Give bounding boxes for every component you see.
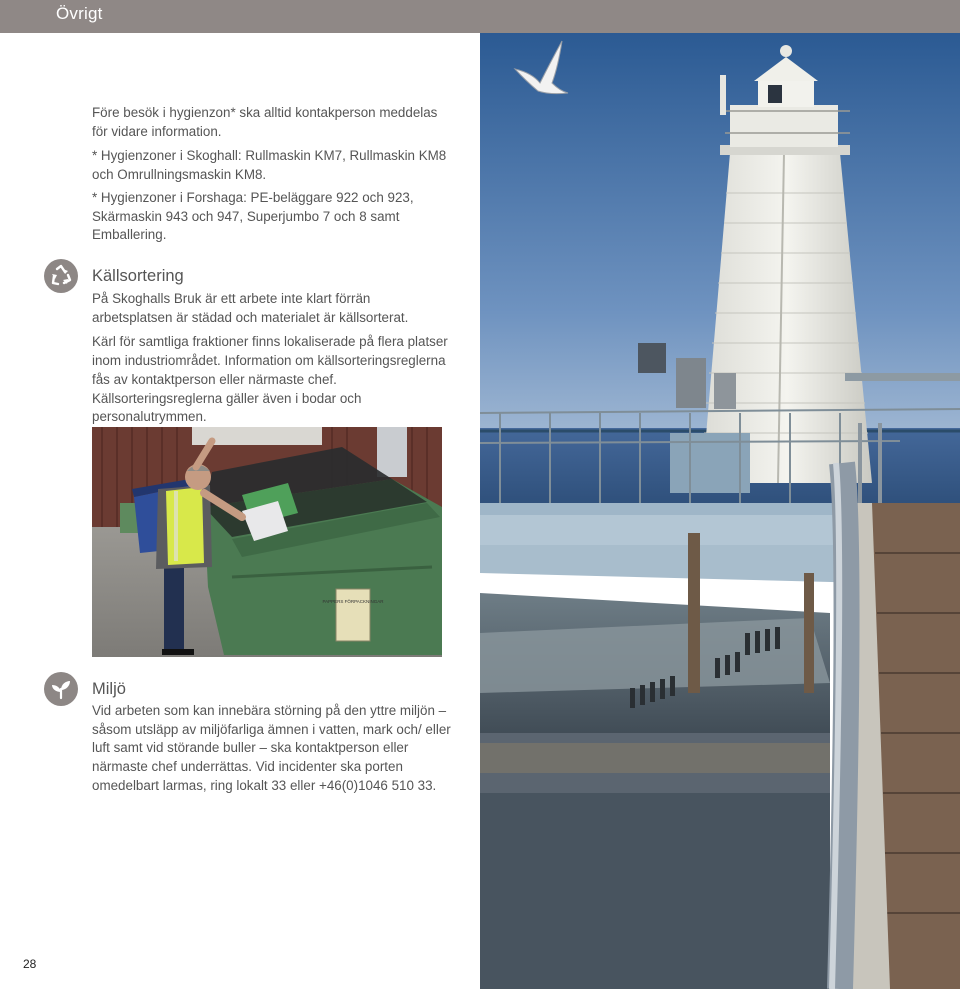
kallsortering-paragraph: På Skoghalls Bruk är ett arbete inte klart förrän arbetsplatsen är städad och materialet är källsorterat.	[92, 291, 409, 325]
intro-paragraph: * Hygienzoner i Skoghall: Rullmaskin KM7, Rullmaskin KM8 och Omrullningsmaskin KM8.	[92, 148, 447, 183]
intro-paragraph: * Hygienzoner i Forshaga: PE-beläggare 922 och 923, Skärmaskin 943 och 947, Superjumbo 7 och 8 samt Emballering.	[92, 189, 414, 243]
bin-sign-text: PAPPERS FÖRPACKNINGAR	[322, 599, 384, 604]
intro-text	[92, 104, 452, 249]
miljo-body	[92, 702, 452, 800]
intro-paragraph: Före besök i hygienzon* ska alltid kontakperson meddelas för vidare information.	[92, 105, 438, 139]
page-number: 28	[23, 957, 37, 971]
miljo-title: Miljö	[92, 680, 126, 698]
sprout-icon	[44, 672, 78, 706]
recycling-bins-photo	[92, 427, 442, 657]
kallsortering-body	[92, 290, 452, 431]
miljo-paragraph: Vid arbeten som kan innebära störning på den yttre miljön – såsom utsläpp av miljöfarliga ämnen i vatten, mark och/ eller luft samt vid störande buller – ska kontaktperson eller närmaste chef underrättas. Vid incidenter ska porten omedelbart larmas, ring lokalt 33 eller +46(0)1046 510 33.	[92, 703, 451, 793]
section-header-bar	[0, 0, 960, 33]
recycle-icon	[44, 259, 78, 293]
lighthouse-photo	[480, 33, 960, 989]
section-title: Övrigt	[56, 4, 103, 23]
kallsortering-paragraph: Kärl för samtliga fraktioner finns lokaliserade på flera platser inom industriområdet. Information om källsorteringsreglerna fås av kontaktperson eller närmaste chef. Källsorteringsreglerna gäller även i bodar och personalutrymmen.	[92, 334, 448, 425]
kallsortering-title: Källsortering	[92, 267, 184, 285]
